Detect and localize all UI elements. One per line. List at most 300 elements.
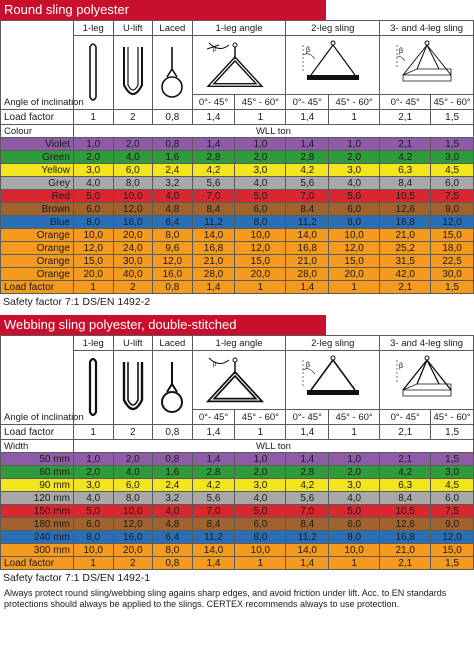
wll-cell: 25,2	[380, 242, 431, 255]
wll-cell: 8,0	[113, 177, 153, 190]
wll-cell: 6,0	[235, 203, 286, 216]
wll-cell: 4,2	[192, 164, 235, 177]
wll-cell: 21,0	[192, 255, 235, 268]
wll-cell: 3,0	[73, 164, 113, 177]
wll-cell: 6,3	[380, 164, 431, 177]
row-label: 60 mm	[1, 466, 74, 479]
safety-factor-note: Safety factor 7:1 DS/EN 1492-1	[3, 572, 151, 584]
row-label: Red	[1, 190, 74, 203]
wll-cell: 12,6	[380, 518, 431, 531]
load-factor-cell: 1	[73, 110, 113, 125]
wll-cell: 8,4	[380, 177, 431, 190]
wll-cell: 3,0	[431, 151, 474, 164]
load-factor-cell: 2	[113, 557, 153, 570]
load-factor-cell: 1,4	[286, 557, 329, 570]
wll-cell: 12,0	[113, 518, 153, 531]
wll-cell: 22,5	[431, 255, 474, 268]
wll-cell: 1,5	[431, 138, 474, 151]
wll-cell: 21,0	[380, 544, 431, 557]
load-factor-cell: 1,4	[192, 281, 235, 294]
wll-cell: 12,0	[431, 216, 474, 229]
wll-cell: 3,2	[153, 492, 193, 505]
wll-cell: 2,4	[153, 164, 193, 177]
wll-cell: 6,3	[380, 479, 431, 492]
row-label: 150 mm	[1, 505, 74, 518]
wll-cell: 5,0	[235, 190, 286, 203]
wll-cell: 16,0	[113, 216, 153, 229]
wll-cell: 11,2	[286, 216, 329, 229]
load-factor-cell: 1	[73, 425, 113, 440]
wll-cell: 3,0	[431, 466, 474, 479]
colour-label: Colour	[1, 125, 74, 138]
load-factor-cell: 2,1	[380, 110, 431, 125]
load-factor-cell: 1	[73, 281, 113, 294]
wll-cell: 28,0	[192, 268, 235, 281]
wll-cell: 16,0	[153, 268, 193, 281]
col-2-leg-sling: 2-leg sling	[286, 336, 380, 351]
table-row	[1, 216, 474, 229]
wll-cell: 6,0	[235, 518, 286, 531]
col-laced: Laced	[153, 21, 193, 36]
wll-cell: 8,0	[73, 216, 113, 229]
svg-text:β: β	[305, 362, 310, 369]
wll-cell: 7,0	[192, 505, 235, 518]
wll-cell: 20,0	[235, 268, 286, 281]
table-row	[1, 164, 474, 177]
load-factor-label: Load factor	[1, 557, 74, 570]
angle-cell: 0°- 45°	[192, 95, 235, 110]
wll-cell: 15,0	[73, 255, 113, 268]
load-factor-cell: 2,1	[380, 281, 431, 294]
table-row	[1, 242, 474, 255]
wll-cell: 10,5	[380, 190, 431, 203]
load-factor-cell: 1	[73, 557, 113, 570]
table-row	[1, 505, 474, 518]
wll-cell: 1,0	[73, 453, 113, 466]
load-factor-cell: 1	[329, 110, 380, 125]
section-title: Webbing sling polyester, double-stitched	[0, 315, 326, 335]
wll-cell: 21,0	[380, 229, 431, 242]
wll-cell: 3,0	[329, 479, 380, 492]
row-label: Orange	[1, 255, 74, 268]
wll-cell: 21,0	[286, 255, 329, 268]
wll-cell: 12,0	[431, 531, 474, 544]
wll-cell: 8,0	[329, 216, 380, 229]
table-row	[1, 544, 474, 557]
svg-text:β: β	[305, 47, 310, 54]
wll-cell: 4,0	[329, 492, 380, 505]
wll-cell: 15,0	[431, 544, 474, 557]
wll-cell: 5,6	[192, 492, 235, 505]
load-factor-cell: 1,5	[431, 425, 474, 440]
load-factor-cell: 1,4	[192, 425, 235, 440]
wll-cell: 9,6	[153, 242, 193, 255]
wll-cell: 20,0	[113, 544, 153, 557]
wll-cell: 2,0	[235, 466, 286, 479]
wll-cell: 30,0	[431, 268, 474, 281]
wll-cell: 0,8	[153, 138, 193, 151]
row-label: Orange	[1, 242, 74, 255]
row-label: 180 mm	[1, 518, 74, 531]
wll-unit-label: WLL ton	[73, 440, 473, 453]
three-four-leg-sling-icon	[380, 351, 474, 410]
load-factor-label: Load factor	[1, 281, 74, 294]
wll-cell: 5,0	[235, 505, 286, 518]
wll-cell: 7,0	[286, 190, 329, 203]
load-factor-cell: 1,4	[286, 425, 329, 440]
wll-cell: 2,0	[235, 151, 286, 164]
wll-cell: 10,0	[113, 190, 153, 203]
wll-cell: 5,0	[73, 190, 113, 203]
wll-cell: 4,0	[113, 151, 153, 164]
load-factor-cell: 0,8	[153, 110, 193, 125]
wll-cell: 4,0	[73, 492, 113, 505]
wll-cell: 4,5	[431, 479, 474, 492]
wll-cell: 5,6	[286, 177, 329, 190]
angle-cell: 45° - 60°	[431, 410, 474, 425]
table-row	[1, 229, 474, 242]
angle-cell: 0°- 45°	[286, 95, 329, 110]
wll-cell: 14,0	[286, 544, 329, 557]
wll-cell: 4,8	[153, 203, 193, 216]
col-3-4-leg-sling: 3- and 4-leg sling	[380, 336, 474, 351]
load-factor-label: Load factor	[1, 425, 74, 440]
table-row	[1, 255, 474, 268]
angle-cell: 45° - 60°	[235, 95, 286, 110]
wll-cell: 4,2	[192, 479, 235, 492]
angle-cell: 45° - 60°	[329, 410, 380, 425]
load-factor-cell: 1	[329, 557, 380, 570]
width-label: Width	[1, 440, 74, 453]
angle-of-inclination-label: Angle of inclination	[1, 336, 74, 425]
load-factor-cell: 1	[329, 281, 380, 294]
load-factor-cell: 0,8	[153, 281, 193, 294]
footer-note: Always protect round sling/webbing sling agains sharp edges, and avoid friction under lift. Acc. to EN standards protections should always be applied to the slings. CERTEX recommends always to use protection.	[4, 588, 447, 609]
col-1-leg: 1-leg	[73, 21, 113, 36]
row-label: Green	[1, 151, 74, 164]
load-factor-cell: 1	[235, 557, 286, 570]
row-label: 120 mm	[1, 492, 74, 505]
wll-cell: 4,0	[329, 177, 380, 190]
angle-of-inclination-label: Angle of inclination	[1, 21, 74, 110]
wll-cell: 1,0	[73, 138, 113, 151]
svg-text:β: β	[213, 362, 217, 368]
col-1-leg-angle: 1-leg angle	[192, 336, 286, 351]
load-factor-cell: 1,5	[431, 557, 474, 570]
wll-cell: 4,8	[153, 518, 193, 531]
wll-cell: 20,0	[113, 229, 153, 242]
table-row	[1, 453, 474, 466]
two-leg-sling-icon	[286, 36, 380, 95]
load-factor-cell: 1,5	[431, 110, 474, 125]
wll-cell: 20,0	[73, 268, 113, 281]
col-laced: Laced	[153, 336, 193, 351]
load-factor-cell: 1	[235, 425, 286, 440]
wll-cell: 6,0	[329, 203, 380, 216]
wll-cell: 7,0	[192, 190, 235, 203]
wll-cell: 3,2	[153, 177, 193, 190]
wll-cell: 4,0	[153, 190, 193, 203]
wll-cell: 4,2	[380, 151, 431, 164]
wll-cell: 7,0	[286, 505, 329, 518]
wll-cell: 3,0	[235, 479, 286, 492]
wll-cell: 4,0	[153, 505, 193, 518]
row-label: Violet	[1, 138, 74, 151]
wll-cell: 8,0	[235, 531, 286, 544]
table-row	[1, 138, 474, 151]
wll-cell: 1,0	[329, 138, 380, 151]
wll-cell: 12,0	[235, 242, 286, 255]
wll-cell: 7,5	[431, 505, 474, 518]
wll-cell: 6,4	[153, 531, 193, 544]
angle-cell: 0°- 45°	[192, 410, 235, 425]
wll-cell: 6,0	[73, 203, 113, 216]
wll-cell: 2,0	[113, 138, 153, 151]
wll-cell: 4,5	[431, 164, 474, 177]
wll-cell: 16,8	[286, 242, 329, 255]
wll-cell: 1,0	[329, 453, 380, 466]
wll-cell: 6,0	[329, 518, 380, 531]
wll-cell: 12,6	[380, 203, 431, 216]
laced-sling-icon	[153, 36, 193, 110]
wll-cell: 16,8	[380, 216, 431, 229]
wll-cell: 2,8	[192, 151, 235, 164]
wll-cell: 2,1	[380, 453, 431, 466]
wll-cell: 2,1	[380, 138, 431, 151]
wll-cell: 6,0	[113, 164, 153, 177]
col-u-lift: U-lift	[113, 336, 153, 351]
wll-cell: 8,4	[286, 518, 329, 531]
wll-cell: 0,8	[153, 453, 193, 466]
load-factor-cell: 1,5	[431, 281, 474, 294]
load-factor-cell: 1,4	[192, 110, 235, 125]
wll-cell: 5,0	[329, 505, 380, 518]
angle-cell: 45° - 60°	[235, 410, 286, 425]
wll-cell: 10,0	[73, 229, 113, 242]
table-row	[1, 268, 474, 281]
wll-cell: 40,0	[113, 268, 153, 281]
wll-cell: 2,4	[153, 479, 193, 492]
wll-cell: 10,5	[380, 505, 431, 518]
table-row	[1, 518, 474, 531]
wll-cell: 7,5	[431, 190, 474, 203]
wll-cell: 2,8	[192, 466, 235, 479]
wll-cell: 8,0	[153, 229, 193, 242]
wll-cell: 9,0	[431, 518, 474, 531]
wll-cell: 2,0	[329, 151, 380, 164]
round-sling-table	[0, 20, 474, 294]
row-label: 240 mm	[1, 531, 74, 544]
wll-cell: 12,0	[329, 242, 380, 255]
load-factor-cell: 2,1	[380, 425, 431, 440]
wll-cell: 16,8	[192, 242, 235, 255]
u-lift-icon	[113, 36, 153, 110]
col-3-4-leg-sling: 3- and 4-leg sling	[380, 21, 474, 36]
wll-cell: 1,6	[153, 466, 193, 479]
one-leg-angle-icon	[192, 351, 286, 410]
wll-cell: 6,0	[113, 479, 153, 492]
row-label: 50 mm	[1, 453, 74, 466]
load-factor-cell: 1,4	[192, 557, 235, 570]
wll-cell: 3,0	[73, 479, 113, 492]
wll-cell: 6,0	[431, 492, 474, 505]
table-row	[1, 531, 474, 544]
wll-cell: 30,0	[113, 255, 153, 268]
svg-text:β: β	[398, 48, 403, 55]
wll-cell: 18,0	[431, 242, 474, 255]
wll-cell: 11,2	[192, 216, 235, 229]
row-label: Brown	[1, 203, 74, 216]
wll-cell: 24,0	[113, 242, 153, 255]
load-factor-cell: 2	[113, 425, 153, 440]
svg-text:β: β	[213, 47, 217, 53]
wll-cell: 8,0	[235, 216, 286, 229]
wll-cell: 3,0	[235, 164, 286, 177]
wll-cell: 6,0	[431, 177, 474, 190]
wll-cell: 28,0	[286, 268, 329, 281]
wll-cell: 4,0	[235, 492, 286, 505]
wll-cell: 1,4	[286, 138, 329, 151]
angle-cell: 0°- 45°	[286, 410, 329, 425]
angle-cell: 45° - 60°	[431, 95, 474, 110]
wll-cell: 1,0	[235, 453, 286, 466]
wll-cell: 2,8	[286, 151, 329, 164]
row-label: Yellow	[1, 164, 74, 177]
wll-cell: 8,0	[73, 531, 113, 544]
col-u-lift: U-lift	[113, 21, 153, 36]
safety-factor-note: Safety factor 7:1 DS/EN 1492-2	[3, 296, 151, 308]
wll-cell: 2,0	[113, 453, 153, 466]
wll-cell: 1,6	[153, 151, 193, 164]
wll-cell: 11,2	[286, 531, 329, 544]
load-factor-cell: 1,4	[286, 281, 329, 294]
two-leg-sling-icon	[286, 351, 380, 410]
wll-cell: 15,0	[329, 255, 380, 268]
load-factor-cell: 0,8	[153, 557, 193, 570]
wll-cell: 20,0	[329, 268, 380, 281]
table-row	[1, 190, 474, 203]
wll-unit-label: WLL ton	[73, 125, 473, 138]
wll-cell: 10,0	[329, 229, 380, 242]
wll-cell: 8,0	[113, 492, 153, 505]
wll-cell: 1,4	[192, 138, 235, 151]
wll-cell: 2,8	[286, 466, 329, 479]
wll-cell: 10,0	[73, 544, 113, 557]
wll-cell: 12,0	[113, 203, 153, 216]
table-row	[1, 151, 474, 164]
table-row	[1, 492, 474, 505]
wll-cell: 8,0	[329, 531, 380, 544]
wll-cell: 1,5	[431, 453, 474, 466]
u-lift-icon	[113, 351, 153, 425]
load-factor-cell: 2,1	[380, 557, 431, 570]
wll-cell: 4,0	[73, 177, 113, 190]
wll-cell: 10,0	[113, 505, 153, 518]
wll-cell: 10,0	[329, 544, 380, 557]
row-label: Orange	[1, 229, 74, 242]
table-row	[1, 479, 474, 492]
wll-cell: 8,4	[286, 203, 329, 216]
wll-cell: 4,2	[380, 466, 431, 479]
wll-cell: 10,0	[235, 544, 286, 557]
load-factor-row	[1, 557, 474, 570]
webbing-sling-table	[0, 335, 474, 570]
wll-cell: 8,4	[192, 203, 235, 216]
wll-cell: 14,0	[286, 229, 329, 242]
load-factor-cell: 1	[235, 110, 286, 125]
load-factor-cell: 2	[113, 110, 153, 125]
wll-cell: 16,8	[380, 531, 431, 544]
load-factor-cell: 1	[329, 425, 380, 440]
wll-cell: 2,0	[329, 466, 380, 479]
wll-cell: 2,0	[73, 466, 113, 479]
load-factor-cell: 1,4	[286, 110, 329, 125]
wll-cell: 16,0	[113, 531, 153, 544]
table-row	[1, 177, 474, 190]
wll-cell: 1,4	[192, 453, 235, 466]
load-factor-label: Load factor	[1, 110, 74, 125]
wll-cell: 12,0	[73, 242, 113, 255]
wll-cell: 8,0	[153, 544, 193, 557]
three-four-leg-sling-icon	[380, 36, 474, 95]
wll-cell: 4,0	[235, 177, 286, 190]
wll-cell: 5,6	[192, 177, 235, 190]
one-leg-angle-icon	[192, 36, 286, 95]
wll-cell: 11,2	[192, 531, 235, 544]
wll-cell: 6,0	[73, 518, 113, 531]
wll-cell: 14,0	[192, 544, 235, 557]
wll-cell: 42,0	[380, 268, 431, 281]
wll-cell: 4,2	[286, 479, 329, 492]
svg-text:β: β	[398, 363, 403, 370]
angle-cell: 0°- 45°	[380, 410, 431, 425]
wll-cell: 4,0	[113, 466, 153, 479]
angle-cell: 0°- 45°	[380, 95, 431, 110]
wll-cell: 14,0	[192, 229, 235, 242]
row-label: Orange	[1, 268, 74, 281]
load-factor-cell: 0,8	[153, 425, 193, 440]
wll-cell: 8,4	[192, 518, 235, 531]
wll-cell: 15,0	[431, 229, 474, 242]
col-1-leg: 1-leg	[73, 336, 113, 351]
row-label: Blue	[1, 216, 74, 229]
angle-cell: 45° - 60°	[329, 95, 380, 110]
wll-cell: 5,6	[286, 492, 329, 505]
wll-cell: 2,0	[73, 151, 113, 164]
wll-cell: 3,0	[329, 164, 380, 177]
wll-cell: 9,0	[431, 203, 474, 216]
load-factor-row	[1, 281, 474, 294]
section-title: Round sling polyester	[0, 0, 326, 20]
table-row	[1, 466, 474, 479]
wll-cell: 1,0	[235, 138, 286, 151]
wll-cell: 5,0	[329, 190, 380, 203]
wll-cell: 15,0	[235, 255, 286, 268]
row-label: Grey	[1, 177, 74, 190]
row-label: 300 mm	[1, 544, 74, 557]
wll-cell: 12,0	[153, 255, 193, 268]
wll-cell: 4,2	[286, 164, 329, 177]
laced-sling-icon	[153, 351, 193, 425]
wll-cell: 10,0	[235, 229, 286, 242]
wll-cell: 31,5	[380, 255, 431, 268]
load-factor-cell: 2	[113, 281, 153, 294]
wll-cell: 6,4	[153, 216, 193, 229]
load-factor-cell: 1	[235, 281, 286, 294]
wll-cell: 1,4	[286, 453, 329, 466]
row-label: 90 mm	[1, 479, 74, 492]
col-2-leg-sling: 2-leg sling	[286, 21, 380, 36]
